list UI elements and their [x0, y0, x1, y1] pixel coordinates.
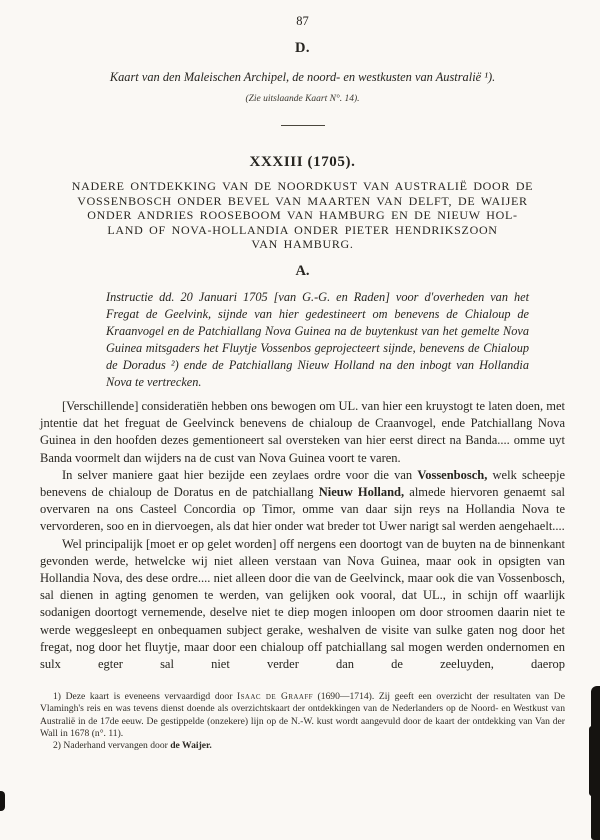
- ship-name-nieuw-holland: Nieuw Holland,: [318, 484, 405, 499]
- chapter-title-line-4: LAND OF NOVA-HOLLANDIA ONDER PIETER HENDRIKSZOON: [107, 222, 498, 237]
- footnote-1: [40, 691, 565, 740]
- body-paragraph-2: [40, 467, 565, 536]
- subsection-letter: A.: [295, 262, 310, 279]
- ship-name-de-waijer: de Waijer.: [170, 740, 212, 752]
- paragraph-text: almede hiervoren genaemt sal overvaren na ons Casteel Concordia op Timor, omme van daar sijn reys na Hollandia Nova te vervorderen, soo en in diervoegen, als dat hier onder wat breder tot Uwer narigt sal werden aengehaelt....: [40, 484, 565, 534]
- map-caption-title: Kaart van den Maleischen Archipel, de noord- en westkusten van Australië ¹).: [109, 70, 496, 84]
- footnote-text: (1690—1714). Zij geeft een overzicht der resultaten van De Vlamingh's reis en was tevens dienst doende als overzichtskaart der ontdekkingen van de Nederlanders op de Noord- en Westkust van Australië in de 17de eeuw. De gestippelde (onzekere) lijn op de N.-W. kust wordt aangevuld door de kaart der ontdekking van Van der Wall in 1678 (n°. 11).: [40, 691, 565, 739]
- ornamental-rule: [281, 125, 325, 126]
- chapter-title-block: [40, 179, 565, 252]
- scan-artifact-right-edge: [591, 686, 600, 840]
- body-paragraph-3: Wel principalijk [moet er op gelet worden] off nergens een doortogt van de buyten na de binnenkant gevonden werde, hetwelcke wij niet alleen verstaan van Nova Guinea, maar ook in opsigten van Hollandia Nova, des dese ordre.... niet alleen door die van de Geelvinck, maar ook die van Vossenbosch, sal dienen in agting genomen te werden, van gelijken ook vooral, dat UL., in schijn off waarlijk sodanigen doortogt vernemende, deselve niet te diep mogen inloopen om door stroomen daarin niet te werde weggesleept en onbequamen subject gerake, weshalven de visite van sulke gaten nog door het fregat, nog door het fluytje, maar door een chialoup off patchiallang sal mogen werden ondernomen en sulx egter sal niet verder dan de zeeluyden, daerop: [40, 536, 565, 672]
- chapter-title-line-3: ONDER ANDRIES ROOSEBOOM VAN HAMBURG EN DE NIEUW HOL-: [87, 208, 518, 223]
- body-paragraph-1: [Verschillende] consideratiën hebben ons bewogen om UL. van hier een kruystogt te laten doen, met jntentie dat het freguat de Geelvinck benevens de chialoup de Craanvogel, ende Patchiallang Nova Guinea in den hoofden dezes gementioneert sal oversteken van hier eerst direct na Banda.... omme uyt Banda voormelt dan wijders na de cust van Nova Guinea voort te varen.: [40, 398, 565, 465]
- page-number: 87: [296, 14, 309, 28]
- footnotes-section: [40, 691, 565, 752]
- chapter-title-line-5: VAN HAMBURG.: [251, 237, 354, 252]
- footnote-text: 1) Deze kaart is eveneens vervaardigd door: [53, 691, 238, 703]
- instruction-paragraph: Instructie dd. 20 Januari 1705 [van G.-G. en Raden] voor d'overheden van het Fregat de Geelvink, sijnde van hier gedestineert om benevens de Chialoup de Kraanvogel en de Patchiallang Nova Guinea na de buytenkust van het gemelte Nova Guinea mitsgaders het Fluytje Vossenbos geprojecteert sijnde, benevens de Chialoup de Doradus ²) ende de Patchiallang Nieuw Holland na den inbogt van Hollandia Nova te vertrecken.: [106, 289, 529, 389]
- person-name-isaac-de-graaff: Isaac de Graaff: [237, 691, 313, 703]
- ship-name-vossenbosch: Vossenbosch,: [417, 467, 488, 482]
- footnote-text: 2) Naderhand vervangen door: [53, 740, 171, 752]
- chapter-title-line-2: VOSSENBOSCH ONDER BEVEL VAN MAARTEN VAN DELFT, DE WAIJER: [77, 193, 528, 208]
- section-letter: D.: [294, 40, 311, 56]
- map-caption-note: (Zie uitslaande Kaart N°. 14).: [245, 94, 360, 104]
- chapter-title-line-1: NADERE ONTDEKKING VAN DE NOORDKUST VAN AUSTRALIË DOOR DE: [71, 179, 534, 193]
- scan-artifact-left-edge: [0, 791, 5, 811]
- paragraph-text: welk scheepje benevens de chialoup de Doratus en de patchiallang: [40, 467, 566, 499]
- chapter-heading: XXXIII (1705).: [249, 154, 356, 170]
- paragraph-text: In selver maniere gaat hier bezijde een zeylaes ordre voor die van: [62, 467, 418, 482]
- footnote-2: [40, 740, 565, 752]
